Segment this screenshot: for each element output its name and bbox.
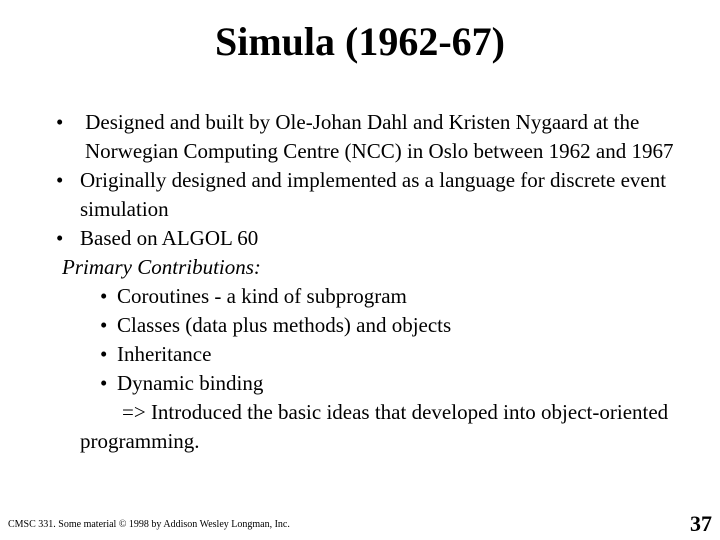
contribution-text: Inheritance bbox=[117, 342, 212, 366]
bullet-text: Designed and built by Ole-Johan Dahl and Kristen Nygaard at the Norwegian Computing Centre (NCC) in Oslo between 1962 and 1967 bbox=[85, 110, 674, 163]
contribution-item bbox=[62, 311, 702, 340]
bullet-icon: • bbox=[100, 284, 108, 308]
bullet-item bbox=[56, 166, 702, 224]
contributions-heading: Primary Contributions: bbox=[62, 255, 261, 279]
slide-title: Simula (1962-67) bbox=[215, 19, 505, 64]
contribution-text: Coroutines - a kind of subprogram bbox=[117, 284, 407, 308]
arrow-icon: => bbox=[122, 400, 146, 424]
conclusion-text: => Introduced the basic ideas that developed into object-oriented programming. bbox=[80, 400, 669, 453]
bullet-icon: • bbox=[56, 168, 64, 192]
bullet-icon: • bbox=[56, 110, 64, 134]
slide-content bbox=[56, 108, 702, 456]
bullet-icon: • bbox=[100, 371, 108, 395]
bullet-item bbox=[56, 108, 702, 166]
contribution-text: Classes (data plus methods) and objects bbox=[117, 313, 452, 337]
footer-copyright: CMSC 331. Some material © 1998 by Addison Wesley Longman, Inc. bbox=[8, 519, 290, 530]
bullet-icon: • bbox=[100, 342, 108, 366]
contribution-item bbox=[62, 369, 702, 398]
contribution-item bbox=[62, 340, 702, 369]
page-number: 37 bbox=[690, 511, 712, 536]
contribution-text: Dynamic binding bbox=[117, 371, 264, 395]
bullet-icon: • bbox=[100, 313, 108, 337]
bullet-item bbox=[56, 224, 702, 253]
bullet-text: Based on ALGOL 60 bbox=[80, 226, 259, 250]
bullet-icon: • bbox=[56, 226, 64, 250]
conclusion bbox=[62, 398, 702, 456]
contribution-item bbox=[62, 282, 702, 311]
bullet-text: Originally designed and implemented as a language for discrete event simulation bbox=[80, 168, 667, 221]
